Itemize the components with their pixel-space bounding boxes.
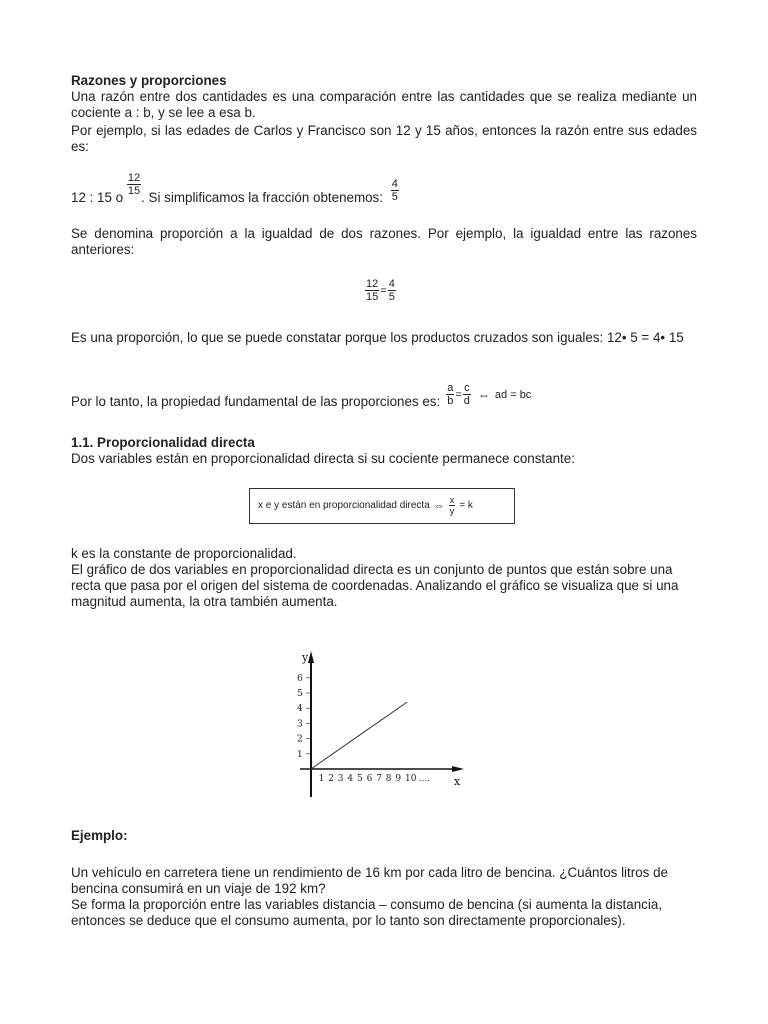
y-axis-label: y [302, 651, 309, 664]
x-axis-label: x [454, 775, 461, 788]
paragraph-productos-cruzados: Es una proporción, lo que se puede constatar porque los productos cruzados son iguales: 12• 5 = 4• 15 [71, 330, 684, 345]
x-tick-label: 2 [328, 774, 334, 784]
fraction-12-15 [365, 278, 379, 303]
paragraph-razon-definicion: Una razón entre dos cantidades es una comparación entre las cantidades que se realiza mediante un cociente a : b, y se lee a esa b. [71, 89, 697, 120]
x-tick-label: 7 [376, 774, 382, 784]
paragraph-constante: k es la constante de proporcionalidad. [71, 546, 297, 561]
fraction-12-15 [127, 172, 141, 197]
fraction-c-d [463, 382, 471, 407]
y-axis-arrow-icon [308, 651, 314, 663]
fraction-4-5 [391, 178, 399, 203]
definition-box [249, 488, 515, 524]
fraction-numerator: 12 [127, 172, 141, 184]
x-axis-arrow-icon [452, 766, 464, 772]
fraction-denominator: 15 [127, 185, 141, 197]
proportionality-chart [286, 647, 476, 807]
example-title: Ejemplo: [71, 828, 128, 843]
fraction-numerator: c [464, 382, 470, 394]
property-rhs: ad = bc [494, 388, 532, 401]
equals-sign: = [455, 388, 462, 401]
fraction-numerator: 4 [388, 278, 395, 290]
y-tick-label: 2 [297, 734, 303, 745]
fraction-denominator: d [463, 395, 470, 407]
x-tick-label: 5 [357, 774, 363, 784]
fraction-numerator: 4 [391, 177, 398, 190]
ratio-suffix: . Si simplificamos la fracción obtenemos: [141, 190, 383, 205]
fraction-numerator: x [449, 495, 455, 505]
x-tick-label: 4 [347, 774, 354, 784]
y-tick-label: 4 [297, 704, 303, 715]
definition-text: x e y están en proporcionalidad directa [258, 499, 430, 511]
x-tick-label: 9 [395, 774, 402, 784]
fraction-x-y [449, 495, 456, 516]
ratio-prefix: 12 : 15 o [71, 190, 124, 205]
paragraph-ejemplo-edades: Por ejemplo, si las edades de Carlos y Francisco son 12 y 15 años, entonces la razón entre sus edades es: [71, 123, 697, 154]
fraction-numerator: a [447, 382, 454, 394]
fraction-denominator: 15 [366, 291, 379, 303]
ratio-line [71, 172, 399, 206]
paragraph-grafico: El gráfico de dos variables en proporcionalidad directa es un conjunto de puntos que están sobre una recta que pasa por el origen del sistema de coordenadas. Analizando el gráfico se visualiza que si una magnitud aumenta, la otra también aumenta. [71, 562, 679, 609]
fraction-denominator: b [447, 395, 454, 407]
section-title: Razones y proporciones [71, 73, 227, 88]
definition-rhs: = k [459, 499, 473, 511]
x-tick-label: 1 [318, 774, 325, 784]
double-arrow-icon: ⇔ [477, 387, 490, 402]
x-tick-label: 10 [405, 774, 417, 784]
property-text: Por lo tanto, la propiedad fundamental de las proporciones es: [71, 393, 441, 409]
x-tick-label: 6 [366, 774, 373, 784]
x-tick-label: 3 [337, 774, 344, 784]
double-arrow-icon: ⇔ [433, 499, 445, 512]
subsection-title: 1.1. Proporcionalidad directa [71, 435, 255, 450]
fraction-denominator: 5 [388, 291, 395, 303]
x-tick-label: .... [418, 774, 431, 784]
y-tick-label: 1 [297, 749, 303, 760]
paragraph-proporcion-definicion: Se denomina proporción a la igualdad de dos razones. Por ejemplo, la igualdad entre las razones anteriores: [71, 226, 697, 257]
fraction-denominator: 5 [391, 190, 398, 203]
property-line [71, 382, 531, 407]
paragraph-cociente-constante: Dos variables están en proporcionalidad directa si su cociente permanece constante: [71, 451, 575, 466]
y-tick-label: 6 [297, 673, 303, 684]
equals-sign: = [380, 284, 387, 297]
y-tick-label: 3 [297, 719, 303, 730]
paragraph-vehiculo: Un vehículo en carretera tiene un rendimiento de 16 km por cada litro de bencina. ¿Cuántos litros de bencina consumirá en un viaje de 192 km? [71, 865, 668, 896]
fraction-numerator: 12 [366, 278, 379, 290]
proportion-equation [365, 278, 396, 303]
paragraph-proporcion-distancia: Se forma la proporción entre las variables distancia – consumo de bencina (si aumenta la distancia, entonces se deduce que el consumo aumenta, por lo tanto son directamente proporcionales). [71, 897, 662, 928]
fraction-denominator: y [449, 506, 455, 516]
fraction-a-b [446, 382, 454, 407]
fraction-4-5 [388, 278, 396, 303]
series-line [311, 702, 407, 769]
y-tick-label: 5 [297, 689, 303, 699]
x-tick-label: 8 [385, 774, 392, 784]
